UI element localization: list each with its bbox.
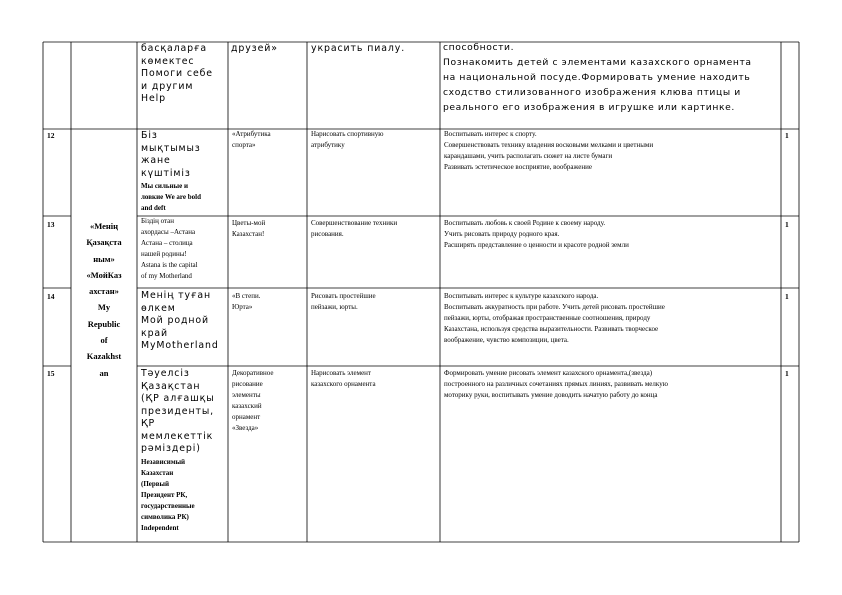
text-line: «Атрибутика bbox=[232, 130, 271, 138]
text-line: Тәуелсіз bbox=[141, 368, 190, 379]
text-line: реального его изображения в игрушке или картинке. bbox=[443, 102, 735, 113]
row14-goals-cell bbox=[444, 291, 665, 346]
text-line: мықтымыз bbox=[141, 142, 201, 154]
row-number: 13 bbox=[47, 220, 55, 229]
text-line: Воспитывать интерес к спорту. bbox=[444, 130, 537, 138]
text-line: Развивать эстетическое восприятие, воображение bbox=[444, 163, 592, 171]
text-line: Help bbox=[141, 93, 166, 104]
row15-goals-cell bbox=[444, 368, 668, 401]
text-line: ҚР bbox=[141, 418, 156, 429]
text-line: край bbox=[141, 327, 169, 339]
text-line: Совершенствование техники bbox=[311, 219, 398, 227]
row12-hours: 1 bbox=[785, 131, 789, 140]
text-line: символика РК) bbox=[141, 513, 189, 521]
text-line: орнамент bbox=[232, 413, 261, 421]
text-line: государственные bbox=[141, 502, 195, 510]
prev-row-task-cell bbox=[311, 43, 405, 56]
text-line: построенного на различных сочетаниях прямых линиях, развивать мелкую bbox=[444, 380, 668, 388]
text-line: жане bbox=[141, 155, 171, 166]
text-line: президенты, bbox=[141, 405, 215, 417]
text-line: «В степи. bbox=[232, 292, 261, 300]
text-line: украсить пиалу. bbox=[311, 43, 406, 54]
text-line: Мой родной bbox=[141, 315, 210, 326]
text-line: Менің туған bbox=[141, 290, 212, 301]
text-line: атрибутику bbox=[311, 141, 345, 149]
text-line: and deft bbox=[141, 204, 166, 212]
row12-theme-cell bbox=[141, 130, 227, 180]
text-line: нашей родины! bbox=[141, 250, 187, 258]
row12-task-cell bbox=[311, 129, 384, 151]
text-line: способности. bbox=[443, 42, 515, 53]
text-line: Воспитывать аккуратность при работе. Учить детей рисовать простейшие bbox=[444, 303, 665, 311]
text-line: an bbox=[99, 367, 109, 378]
text-line: Казахстан bbox=[141, 469, 174, 477]
row15-theme-translation bbox=[141, 457, 195, 534]
row13-topic-cell bbox=[232, 218, 265, 240]
text-line: мемлекеттік bbox=[141, 430, 214, 442]
row12-topic-cell bbox=[232, 129, 271, 151]
text-line: карандашами, учить располагать сюжет на листе бумаги bbox=[444, 152, 613, 160]
text-line: спорта» bbox=[232, 141, 256, 149]
text-line: на национальной посуде.Формировать умение находить bbox=[443, 72, 751, 83]
text-line: Цветы-мой bbox=[232, 219, 266, 227]
text-line: өлкем bbox=[141, 302, 176, 314]
text-line: моторику руки, воспитывать умение доводить начатую работу до конца bbox=[444, 391, 658, 399]
text-line: рәміздері) bbox=[141, 443, 201, 454]
text-line: Расширять представление о ценности и красоте родной земли bbox=[444, 241, 629, 249]
text-line: Kazakhst bbox=[86, 351, 122, 362]
section-theme-cell bbox=[71, 218, 137, 381]
text-line: Мы сильные и bbox=[141, 182, 188, 190]
row15-topic-cell bbox=[232, 368, 274, 434]
row12-theme-translation bbox=[141, 181, 201, 214]
text-line: Воспитывать интерес к культуре казахского народа. bbox=[444, 292, 599, 300]
text-line: Декоративное bbox=[232, 369, 274, 377]
text-line: Қазақста bbox=[86, 237, 122, 248]
text-line: казахский bbox=[232, 402, 262, 410]
text-line: Біз bbox=[141, 130, 158, 141]
text-line: рисования. bbox=[311, 230, 344, 238]
text-line: пейзажи, юрты. bbox=[311, 303, 358, 311]
text-line: Казахстана, используя средства выразительности. Развивать творческое bbox=[444, 325, 659, 333]
row13-hours: 1 bbox=[785, 220, 789, 229]
text-line: Independent bbox=[141, 524, 179, 532]
row14-theme-cell bbox=[141, 290, 227, 353]
text-line: Юрта» bbox=[232, 303, 253, 311]
text-line: күштіміз bbox=[141, 167, 191, 179]
row15-theme-cell bbox=[141, 368, 227, 456]
text-line: Совершенствовать технику владения восковыми мелками и цветными bbox=[444, 141, 654, 149]
text-line: көмектес bbox=[141, 55, 195, 67]
row-number: 14 bbox=[47, 292, 55, 301]
row15-task-cell bbox=[311, 368, 376, 390]
text-line: My bbox=[97, 302, 111, 313]
text-line: Познакомить детей с элементами казахского орнамента bbox=[443, 57, 752, 68]
row14-topic-cell bbox=[232, 291, 260, 313]
text-line: ным» bbox=[93, 253, 115, 264]
row13-goals-cell bbox=[444, 218, 629, 251]
text-line: Казахстан! bbox=[232, 230, 265, 238]
text-line: элементы bbox=[232, 391, 261, 399]
text-line: Astana is the capital bbox=[141, 261, 198, 269]
text-line: и другим bbox=[141, 80, 194, 92]
row14-task-cell bbox=[311, 291, 376, 313]
row13-theme-cell bbox=[141, 216, 198, 282]
row13-task-cell bbox=[311, 218, 397, 240]
text-line: Republic bbox=[87, 318, 121, 329]
text-line: ахордасы –Астана bbox=[141, 228, 196, 236]
text-line: друзей» bbox=[231, 43, 278, 54]
text-line: рисование bbox=[232, 380, 263, 388]
text-line: Воспитывать любовь к своей Родине к своему народу. bbox=[444, 219, 606, 227]
text-line: ловкие We are bold bbox=[141, 193, 201, 201]
text-line: Учить рисовать природу родного края. bbox=[444, 230, 560, 238]
text-line: воображение, чувство композиции, цвета. bbox=[444, 336, 569, 344]
prev-row-theme-cell bbox=[141, 43, 227, 106]
text-line: ахстан» bbox=[89, 286, 119, 297]
row-number: 12 bbox=[47, 131, 55, 140]
text-line: «МойКаз bbox=[86, 269, 122, 280]
text-line: Біздің отан bbox=[141, 217, 175, 225]
text-line: of my Motherland bbox=[141, 272, 192, 280]
prev-row-topic-cell bbox=[231, 43, 278, 56]
text-line: Помоги себе bbox=[141, 68, 213, 79]
row15-hours: 1 bbox=[785, 369, 789, 378]
text-line: MyMotherland bbox=[141, 340, 219, 351]
text-line: Нарисовать элемент bbox=[311, 369, 371, 377]
text-line: Қазақстан bbox=[141, 380, 201, 392]
text-line: of bbox=[100, 335, 108, 346]
row-number: 15 bbox=[47, 369, 55, 378]
text-line: Президент РК, bbox=[141, 491, 188, 499]
text-line: Формировать умение рисовать элемент казахского орнамента,(звезда) bbox=[444, 369, 653, 377]
row14-hours: 1 bbox=[785, 292, 789, 301]
text-line: Независимый bbox=[141, 458, 186, 466]
text-line: Астана – столица bbox=[141, 239, 193, 247]
text-line: Нарисовать спортивную bbox=[311, 130, 384, 138]
text-line: казахского орнамента bbox=[311, 380, 376, 388]
prev-row-goals-cell bbox=[443, 40, 752, 115]
text-line: басқаларға bbox=[141, 43, 208, 54]
text-line: (ҚР алғашқы bbox=[141, 393, 215, 404]
text-line: сходство стилизованного изображения клюва птицы и bbox=[443, 87, 741, 98]
text-line: пейзажи, юрты, отображая пространственные соотношения, природу bbox=[444, 314, 651, 322]
text-line: (Первый bbox=[141, 480, 170, 488]
text-line: «Менің bbox=[89, 221, 119, 231]
text-line: «Звезда» bbox=[232, 424, 259, 432]
row12-goals-cell bbox=[444, 129, 653, 173]
text-line: Рисовать простейшие bbox=[311, 292, 376, 300]
